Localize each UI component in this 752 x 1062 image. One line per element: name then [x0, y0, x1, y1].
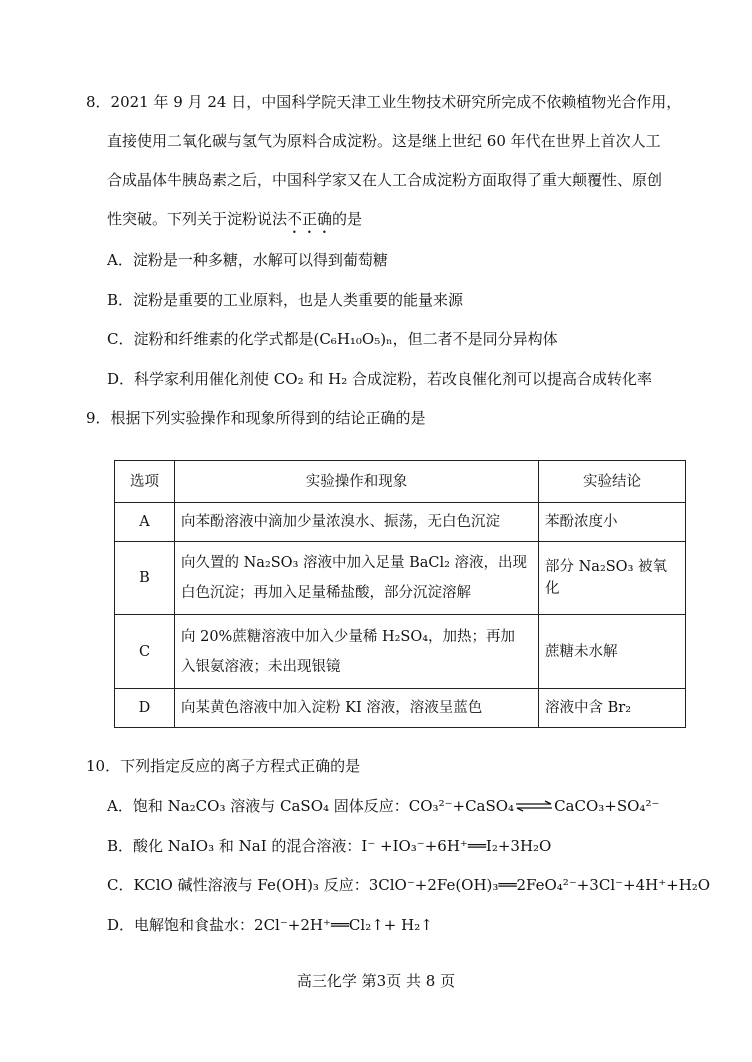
table-row: [115, 689, 686, 728]
q8-option-c: C．淀粉和纤维素的化学式都是(C₆H₁₀O₅)ₙ，但二者不是同分异构体: [107, 330, 558, 348]
row-operation: [175, 503, 539, 542]
q10-option-a-left: A．饱和 Na₂CO₃ 溶液与 CaSO₄ 固体反应：CO₃²⁻+CaSO₄: [107, 797, 515, 815]
row-operation-line: 向久置的 Na₂SO₃ 溶液中加入足量 BaCl₂ 溶液，出现: [181, 555, 528, 571]
header-operation: 实验操作和现象: [175, 461, 539, 503]
header-option: 选项: [115, 461, 175, 503]
q10-option-d: D．电解饱和食盐水：2Cl⁻+2H⁺══Cl₂↑+ H₂↑: [107, 916, 433, 934]
q9-stem: 9．根据下列实验操作和现象所得到的结论正确的是: [86, 409, 426, 427]
row-operation: [175, 689, 539, 728]
table-row: [115, 615, 686, 689]
row-operation-line: 入银氨溶液；未出现银镜: [181, 658, 341, 675]
row-operation-line: 白色沉淀；再加入足量稀盐酸，部分沉淀溶解: [181, 585, 471, 601]
q10-option-b: B．酸化 NaIO₃ 和 NaI 的混合溶液：I⁻ +IO₃⁻+6H⁺══I₂+3H₂O: [107, 837, 552, 855]
experiment-table: [114, 460, 686, 728]
q8-line4: [107, 209, 362, 237]
row-operation-line: 向苯酚溶液中滴加少量浓溴水、振荡，无白色沉淀: [181, 514, 500, 530]
table-row: [115, 542, 686, 615]
row-operation: [175, 615, 539, 689]
q8-line1: 8．2021 年 9 月 24 日，中国科学院天津工业生物技术研究所完成不依赖植物光合作用，: [86, 93, 682, 111]
row-operation-line: 向 20%蔗糖溶液中加入少量稀 H₂SO₄，加热；再加: [181, 628, 516, 645]
row-conclusion: 苯酚浓度小: [539, 503, 686, 542]
q8-option-a: A．淀粉是一种多糖，水解可以得到葡萄糖: [107, 251, 388, 269]
table-row: [115, 503, 686, 542]
q8-option-b: B．淀粉是重要的工业原料，也是人类重要的能量来源: [107, 291, 464, 309]
row-operation-line: 向某黄色溶液中加入淀粉 KI 溶液，溶液呈蓝色: [181, 700, 483, 716]
q8-line4-post: 的是: [332, 210, 363, 228]
equilibrium-arrow-icon: [514, 797, 554, 817]
row-conclusion: 蔗糖未水解: [539, 615, 686, 689]
row-option: B: [115, 542, 175, 615]
q8-emphasis: 不正确: [287, 210, 333, 228]
row-option: D: [115, 689, 175, 728]
q8-line2: 直接使用二氧化碳与氢气为原料合成淀粉。这是继上世纪 60 年代在世界上首次人工: [107, 132, 661, 150]
row-option: C: [115, 615, 175, 689]
q10-option-a: [107, 796, 659, 817]
q8-option-d: D．科学家利用催化剂使 CO₂ 和 H₂ 合成淀粉，若改良催化剂可以提高合成转化率: [107, 370, 652, 388]
q10-option-c: C．KClO 碱性溶液与 Fe(OH)₃ 反应：3ClO⁻+2Fe(OH)₃══2FeO₄²⁻+3Cl⁻+4H⁺+H₂O: [107, 876, 711, 894]
table-header-row: [115, 461, 686, 503]
q10-option-a-right: CaCO₃+SO₄²⁻: [554, 797, 660, 815]
header-conclusion: 实验结论: [539, 461, 686, 503]
page-footer: 高三化学 第3页 共 8 页: [296, 972, 456, 990]
row-conclusion: 溶液中含 Br₂: [539, 689, 686, 728]
row-option: A: [115, 503, 175, 542]
row-conclusion: 部分 Na₂SO₃ 被氧化: [539, 542, 686, 615]
row-operation: [175, 542, 539, 615]
q10-stem: 10．下列指定反应的离子方程式正确的是: [86, 757, 361, 775]
q8-line4-pre: 性突破。下列关于淀粉说法: [107, 210, 288, 228]
q8-line3: 合成晶体牛胰岛素之后，中国科学家又在人工合成淀粉方面取得了重大颠覆性、原创: [107, 171, 663, 189]
